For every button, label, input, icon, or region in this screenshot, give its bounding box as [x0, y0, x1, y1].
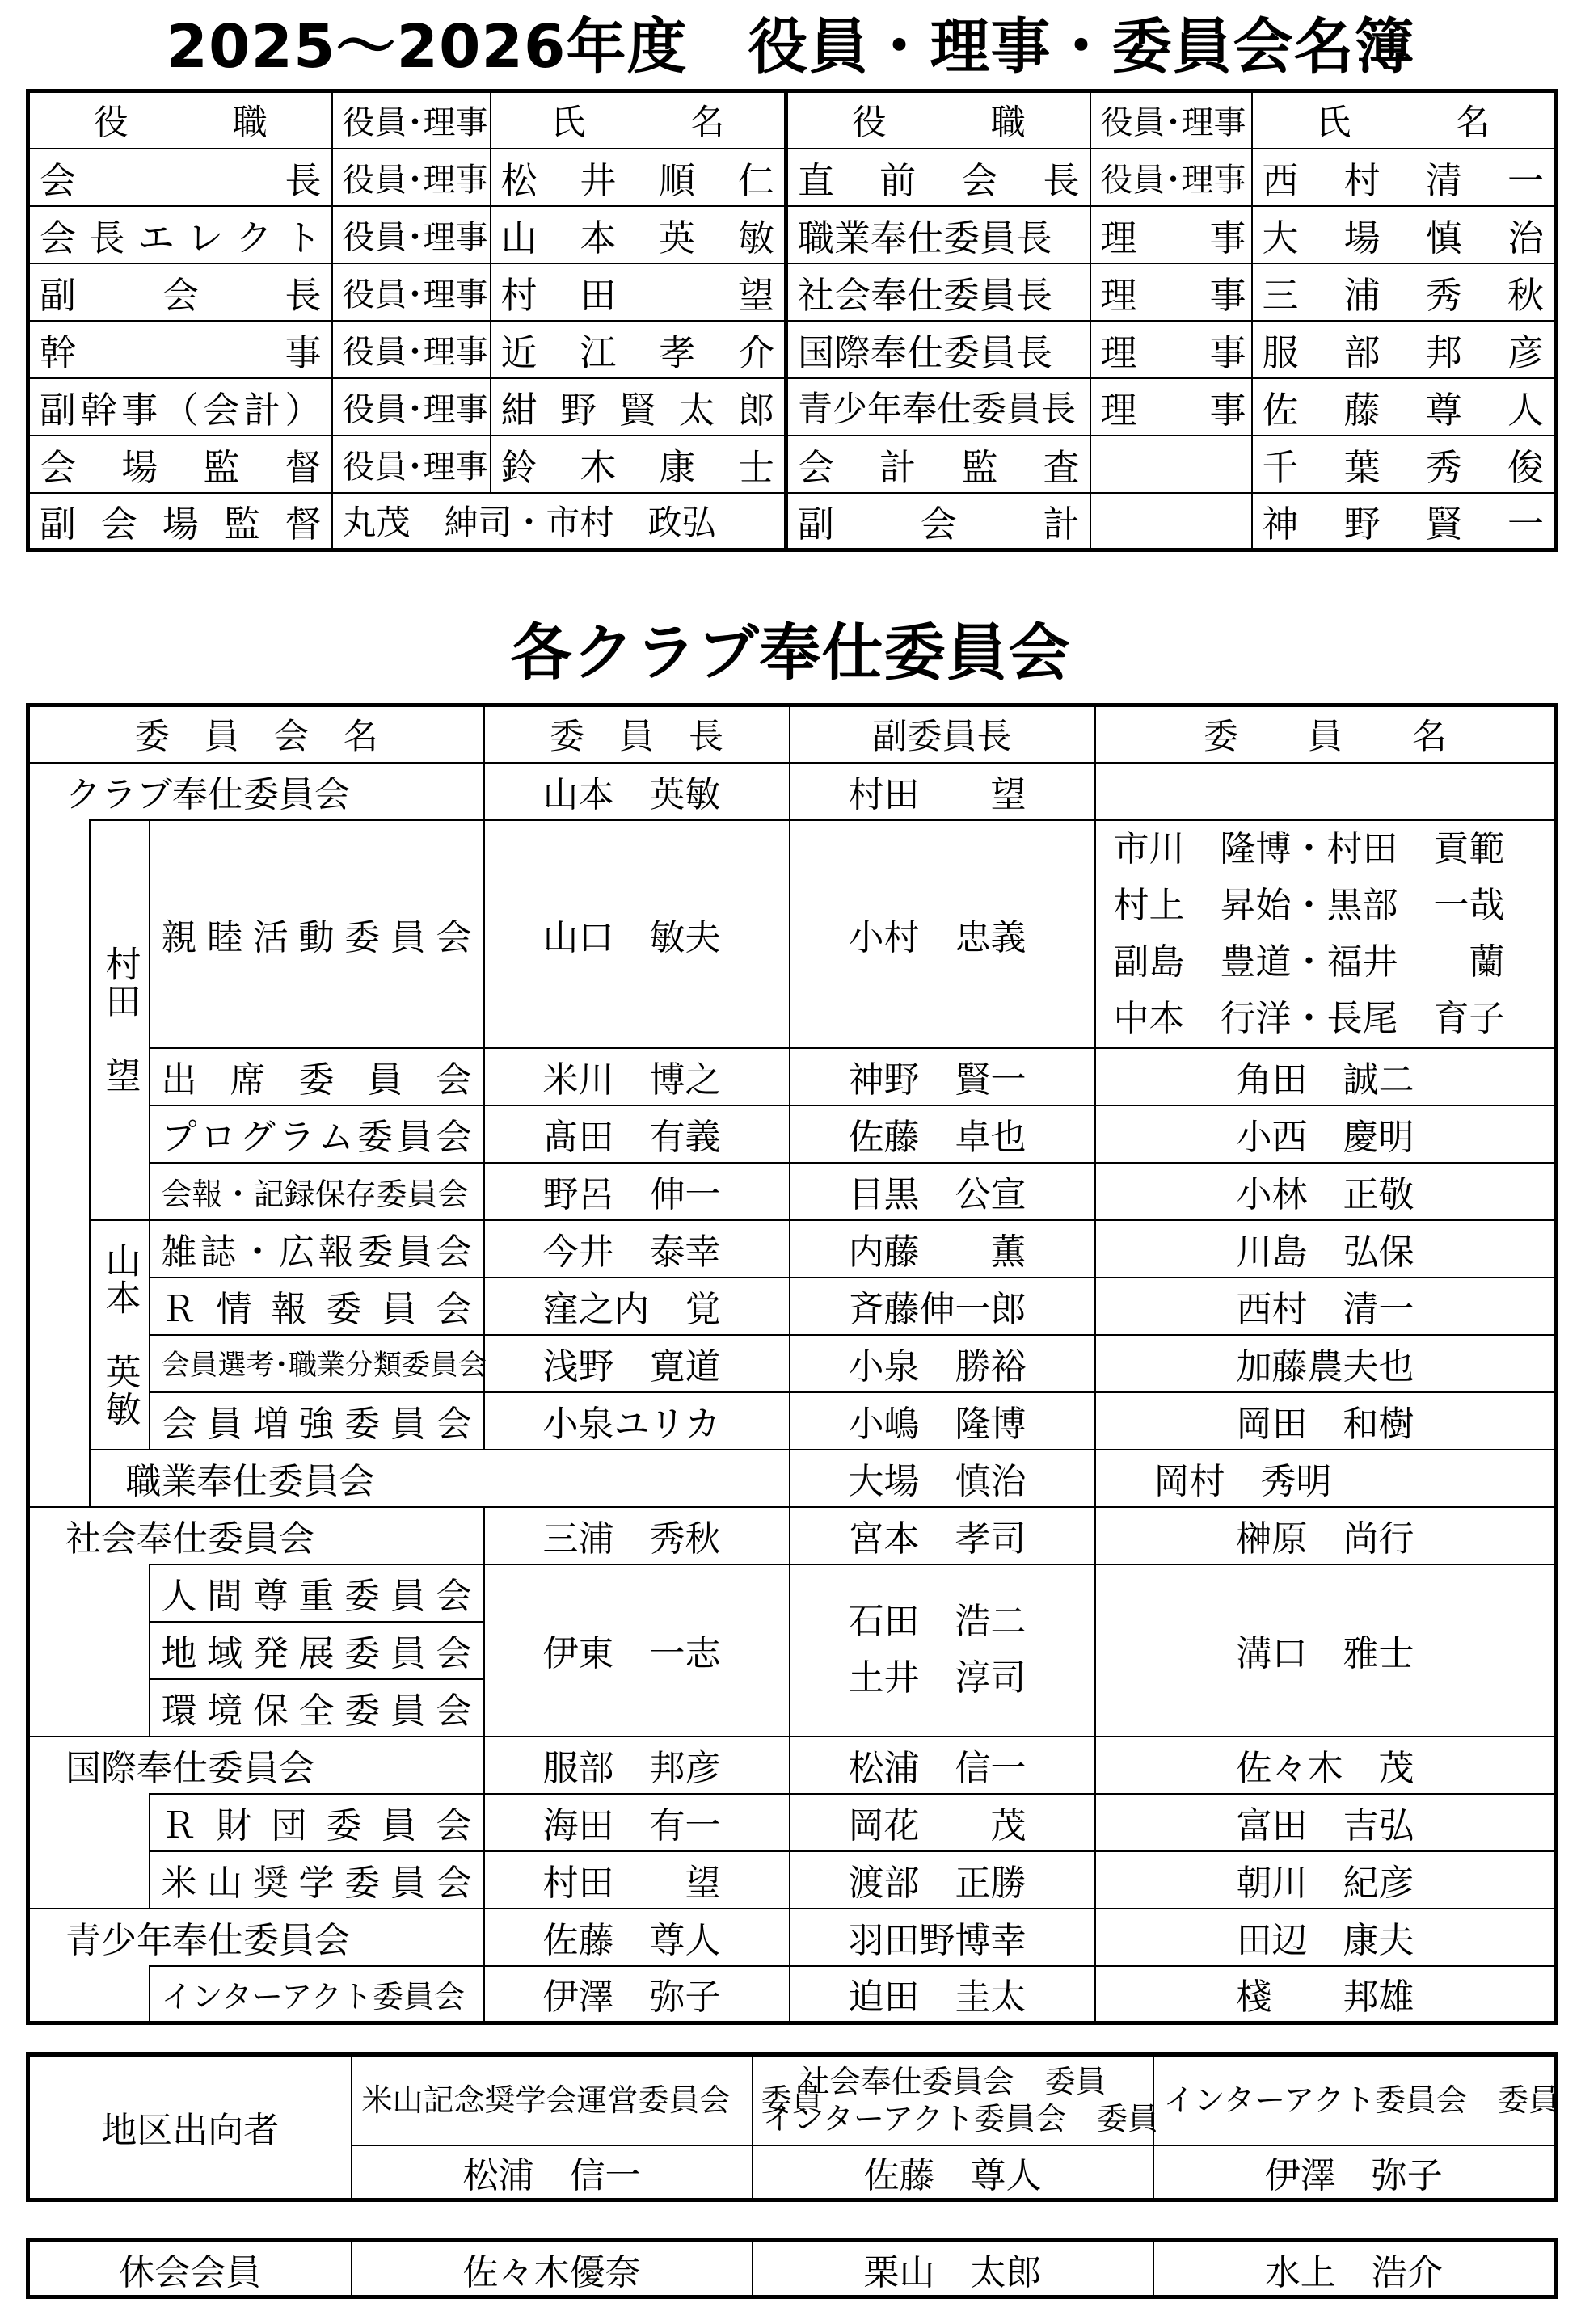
- leave-name: 佐々木優奈: [352, 2241, 753, 2297]
- officer-name: 三浦秀秋: [1252, 263, 1556, 321]
- officers-table: [26, 89, 1558, 552]
- district-name: 松浦 信一: [352, 2145, 753, 2200]
- committee-vice: 岡村 秀明: [1095, 1450, 1556, 1507]
- committee-name: インターアクト委員会: [150, 1966, 484, 2023]
- table-row: [28, 1564, 1556, 1622]
- header-role: 役 職: [786, 91, 1090, 149]
- indent-cell: [28, 1564, 150, 1737]
- committee-members: 小西 慶明: [1095, 1105, 1556, 1163]
- header-committee: 委 員 会 名: [28, 705, 484, 763]
- officer-role: 会長エレクト: [28, 206, 332, 263]
- committee-chair: 窪之内 覚: [484, 1278, 790, 1335]
- officer-name: 丸茂 紳司・市村 政弘: [332, 493, 786, 550]
- member-line: 市川 隆博・村田 貢範: [1113, 827, 1505, 869]
- officer-name: 佐藤尊人: [1252, 378, 1556, 436]
- committee-vice: [790, 1564, 1095, 1737]
- table-row: [28, 149, 1556, 206]
- committee-chair: 山本 英敏: [484, 763, 790, 820]
- section-title: 各クラブ奉仕委員会: [510, 617, 1071, 688]
- table-row: [28, 1794, 1556, 1851]
- committee-vice: 内藤 薫: [790, 1220, 1095, 1278]
- table-row: [28, 1392, 1556, 1450]
- header-role: 役 職: [28, 91, 332, 149]
- committee-chair: 今井 泰幸: [484, 1220, 790, 1278]
- table-row: [28, 820, 1556, 1048]
- table-row: [28, 1105, 1556, 1163]
- committee-vice: 松浦 信一: [790, 1737, 1095, 1794]
- officer-type: [1090, 493, 1252, 550]
- group-leader: 村田 望: [90, 820, 150, 1220]
- committees-table: [26, 703, 1558, 2025]
- committee-name: 環境保全委員会: [150, 1679, 484, 1737]
- committee-name: 雑誌・広報委員会: [150, 1220, 484, 1278]
- table-row: [28, 763, 1556, 820]
- committee-chair: 村田 望: [484, 1851, 790, 1909]
- committee-members: 西村 清一: [1095, 1278, 1556, 1335]
- committee-members: 朝川 紀彦: [1095, 1851, 1556, 1909]
- table-row: [28, 2055, 1556, 2145]
- committees-header-row: [28, 705, 1556, 763]
- table-row: [28, 1220, 1556, 1278]
- header-type: 役員･理事: [1090, 91, 1252, 149]
- committee-name: 社会奉仕委員会: [28, 1507, 484, 1564]
- table-row: [28, 1278, 1556, 1335]
- committee-members: 富田 吉弘: [1095, 1794, 1556, 1851]
- committee-members: 角田 誠二: [1095, 1048, 1556, 1105]
- role-line: インターアクト委員会 委員: [1163, 2082, 1559, 2119]
- table-row: [28, 1335, 1556, 1392]
- district-name: 佐藤 尊人: [753, 2145, 1153, 2200]
- committee-chair: 佐藤 尊人: [484, 1909, 790, 1966]
- officer-type: 役員･理事: [332, 436, 491, 493]
- officer-name: 西村清一: [1252, 149, 1556, 206]
- officer-role: 会長: [28, 149, 332, 206]
- officer-name: 神野賢一: [1252, 493, 1556, 550]
- committee-name: 出席委員会: [150, 1048, 484, 1105]
- officer-role: 副会場監督: [28, 493, 332, 550]
- officer-name: 服部邦彦: [1252, 321, 1556, 378]
- table-row: [28, 1737, 1556, 1794]
- vice-line: 石田 浩二: [848, 1601, 1027, 1642]
- committee-name: 親睦活動委員会: [150, 820, 484, 1048]
- role-line: 米山記念奨学会運営委員会 委員: [361, 2082, 823, 2119]
- committee-chair: 服部 邦彦: [484, 1737, 790, 1794]
- committee-name: 会員増強委員会: [150, 1392, 484, 1450]
- table-row: [28, 1851, 1556, 1909]
- table-row: [28, 1450, 1556, 1507]
- header-vice: 副委員長: [790, 705, 1095, 763]
- officer-role: 国際奉仕委員長: [786, 321, 1090, 378]
- officer-type: 役員･理事: [332, 149, 491, 206]
- table-row: [28, 1966, 1556, 2023]
- officer-name: 大場慎治: [1252, 206, 1556, 263]
- table-row: [28, 1909, 1556, 1966]
- officer-role: 会計監査: [786, 436, 1090, 493]
- leave-name: 水上 浩介: [1153, 2241, 1556, 2297]
- committee-chair: 伊東 一志: [484, 1564, 790, 1737]
- committee-members: [1095, 820, 1556, 1048]
- committee-chair: 山口 敏夫: [484, 820, 790, 1048]
- vice-line: 土井 淳司: [848, 1657, 1027, 1699]
- officer-type: 理 事: [1090, 206, 1252, 263]
- committee-members: 溝口 雅士: [1095, 1564, 1556, 1737]
- district-role: [753, 2055, 1158, 2145]
- member-line: 村上 昇始・黒部 一哉: [1113, 884, 1505, 926]
- officer-type: [1090, 436, 1252, 493]
- committee-chair: 三浦 秀秋: [484, 1507, 790, 1564]
- header-name: 氏 名: [1252, 91, 1556, 149]
- committee-name: 職業奉仕委員会: [90, 1450, 790, 1507]
- committee-name: 人間尊重委員会: [150, 1564, 484, 1622]
- committee-name: クラブ奉仕委員会: [28, 763, 484, 820]
- officer-name: 村田 望: [491, 263, 786, 321]
- officer-type: 理 事: [1090, 263, 1252, 321]
- committee-vice: 村田 望: [790, 763, 1095, 820]
- committee-vice: 神野 賢一: [790, 1048, 1095, 1105]
- table-row: [28, 206, 1556, 263]
- leave-label: 休会会員: [28, 2241, 352, 2297]
- committee-name: 米山奨学委員会: [150, 1851, 484, 1909]
- committee-members: 佐々木 茂: [1095, 1737, 1556, 1794]
- committee-name: 地域発展委員会: [150, 1622, 484, 1679]
- committee-chair: 海田 有一: [484, 1794, 790, 1851]
- officer-type: 役員･理事: [332, 206, 491, 263]
- officer-role: 幹事: [28, 321, 332, 378]
- officer-type: 理 事: [1090, 378, 1252, 436]
- member-line: 副島 豊道・福井 蘭: [1113, 941, 1505, 983]
- committee-vice: 小泉 勝裕: [790, 1335, 1095, 1392]
- officer-name: 山本英敏: [491, 206, 786, 263]
- district-table: [26, 2052, 1558, 2202]
- committee-chair: 米川 博之: [484, 1048, 790, 1105]
- committee-members: 小林 正敬: [1095, 1163, 1556, 1220]
- role-line: インターアクト委員会 委員: [762, 2101, 1158, 2137]
- committee-name: Ｒ情報委員会: [150, 1278, 484, 1335]
- officer-name: 松井順仁: [491, 149, 786, 206]
- committee-name: プログラム委員会: [150, 1105, 484, 1163]
- table-row: [28, 321, 1556, 378]
- committee-chair: 伊澤 弥子: [484, 1966, 790, 2023]
- district-role: [1153, 2055, 1559, 2145]
- committee-members: 田辺 康夫: [1095, 1909, 1556, 1966]
- committee-name: 会員選考･職業分類委員会: [150, 1335, 484, 1392]
- officer-role: 青少年奉仕委員長: [786, 378, 1090, 436]
- committee-chair: 小泉ユリカ: [484, 1392, 790, 1450]
- officer-role: 社会奉仕委員長: [786, 263, 1090, 321]
- officer-role: 副 会 計: [786, 493, 1090, 550]
- header-chair: 委 員 長: [484, 705, 790, 763]
- leave-name: 栗山 太郎: [753, 2241, 1153, 2297]
- committee-members: 岡田 和樹: [1095, 1392, 1556, 1450]
- table-row: [28, 263, 1556, 321]
- officer-role: 副会長: [28, 263, 332, 321]
- indent-cell: [28, 820, 90, 1507]
- officer-role: 会場監督: [28, 436, 332, 493]
- group-leader: 山本 英敏: [90, 1220, 150, 1450]
- table-row: [28, 493, 1556, 550]
- committee-chair: 大場 慎治: [790, 1450, 1095, 1507]
- officer-type: 役員･理事: [332, 378, 491, 436]
- district-role: [352, 2055, 823, 2145]
- committee-chair: 浅野 寛道: [484, 1335, 790, 1392]
- indent-cell: [28, 1794, 150, 1909]
- committee-vice: 迫田 圭太: [790, 1966, 1095, 2023]
- page-title: 2025～2026年度 役員・理事・委員会名簿: [166, 12, 1415, 82]
- committee-vice: 小嶋 隆博: [790, 1392, 1095, 1450]
- officers-header-row: [28, 91, 1556, 149]
- committee-members: 榊原 尚行: [1095, 1507, 1556, 1564]
- committee-chair: 髙田 有義: [484, 1105, 790, 1163]
- table-row: [28, 436, 1556, 493]
- officer-name: 紺野賢太郎: [491, 378, 786, 436]
- officer-role: 職業奉仕委員長: [786, 206, 1090, 263]
- role-line: 社会奉仕委員会 委員: [799, 2064, 1107, 2100]
- committee-members: 棧 邦雄: [1095, 1966, 1556, 2023]
- officer-type: 役員･理事: [1090, 149, 1252, 206]
- committee-vice: 羽田野博幸: [790, 1909, 1095, 1966]
- committee-members: 加藤農夫也: [1095, 1335, 1556, 1392]
- committee-chair: 野呂 伸一: [484, 1163, 790, 1220]
- officer-type: 役員･理事: [332, 263, 491, 321]
- officer-type: 理 事: [1090, 321, 1252, 378]
- district-label: 地区出向者: [28, 2055, 352, 2200]
- committee-name: Ｒ財団委員会: [150, 1794, 484, 1851]
- officer-name: 千葉秀俊: [1252, 436, 1556, 493]
- committee-vice: 渡部 正勝: [790, 1851, 1095, 1909]
- table-row: [28, 1163, 1556, 1220]
- committee-vice: 目黒 公宣: [790, 1163, 1095, 1220]
- officer-role: 副幹事（会計）: [28, 378, 332, 436]
- header-type: 役員･理事: [332, 91, 491, 149]
- table-row: [28, 378, 1556, 436]
- committee-name: 国際奉仕委員会: [28, 1737, 484, 1794]
- district-name: 伊澤 弥子: [1153, 2145, 1556, 2200]
- committee-name: 会報・記録保存委員会: [150, 1163, 484, 1220]
- header-members: 委 員 名: [1095, 705, 1556, 763]
- leave-table: [26, 2238, 1558, 2299]
- header-name: 氏 名: [491, 91, 786, 149]
- committee-vice: 小村 忠義: [790, 820, 1095, 1048]
- officer-role: 直前会長: [786, 149, 1090, 206]
- officer-type: 役員･理事: [332, 321, 491, 378]
- committee-vice: 岡花 茂: [790, 1794, 1095, 1851]
- committee-members: [1095, 763, 1556, 820]
- table-row: [28, 2241, 1556, 2297]
- committee-vice: 佐藤 卓也: [790, 1105, 1095, 1163]
- committee-name: 青少年奉仕委員会: [28, 1909, 484, 1966]
- table-row: [28, 1507, 1556, 1564]
- committee-vice: 宮本 孝司: [790, 1507, 1095, 1564]
- committee-vice: 斉藤伸一郎: [790, 1278, 1095, 1335]
- officer-name: 鈴木康士: [491, 436, 786, 493]
- member-line: 中本 行洋・長尾 育子: [1113, 997, 1505, 1039]
- officer-name: 近江孝介: [491, 321, 786, 378]
- table-row: [28, 1048, 1556, 1105]
- indent-cell: [28, 1966, 150, 2023]
- committee-members: 川島 弘保: [1095, 1220, 1556, 1278]
